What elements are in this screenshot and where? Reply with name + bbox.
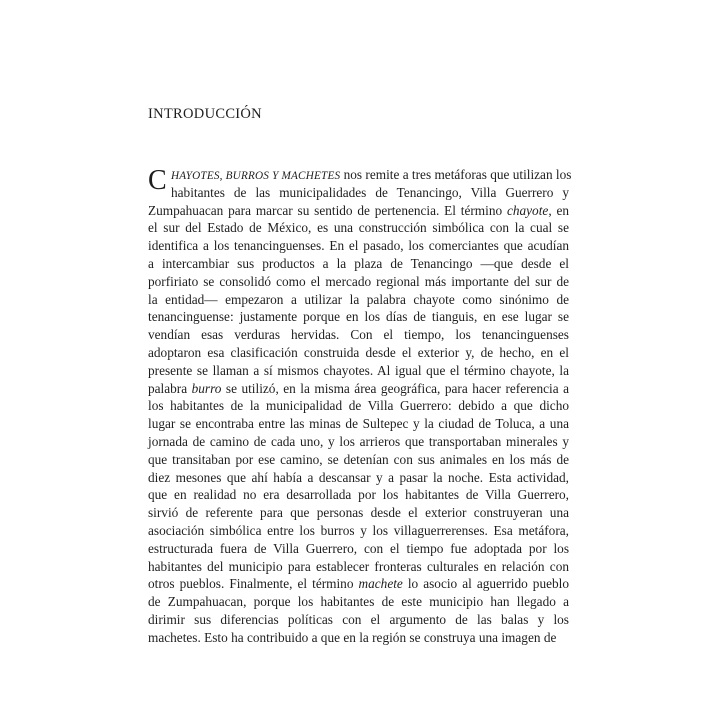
text-line: [148, 184, 569, 202]
smallcaps-title-phrase: HAYOTES, BURROS Y MACHETES: [171, 170, 341, 182]
text-segment: identifica a los tenancinguenses. En el pasado, los comerciantes que acudían: [148, 238, 569, 254]
dropcap-letter: C: [148, 165, 167, 196]
intro-paragraph: [148, 165, 572, 647]
text-line: [148, 558, 569, 576]
text-line: [148, 237, 569, 255]
text-line: [148, 486, 569, 504]
text-line: [148, 344, 569, 362]
text-segment: nos remite a tres metáforas que utilizan los: [340, 167, 572, 182]
text-segment: de Zumpahuacan, porque los habitantes de este municipio han llegado a: [148, 594, 569, 610]
text-segment: que transitaban por ese camino, se detenían con sus animales en los más de: [148, 451, 569, 467]
text-segment: palabra: [148, 380, 192, 396]
text-segment: tenancinguense: justamente porque en los días de tianguis, en ese lugar se: [148, 309, 569, 325]
text-segment: el sur del Estado de México, es una construcción simbólica con la cual se: [148, 220, 569, 236]
paragraph-lines: [148, 166, 572, 647]
text-segment: otros pueblos. Finalmente, el término: [148, 576, 359, 592]
text-line: [148, 219, 569, 237]
text-segment: se utilizó, en la misma área geográfica, para hacer referencia a: [221, 380, 569, 396]
text-segment: habitantes del municipio para establecer fronteras culturales en relación con: [148, 558, 569, 574]
italic-term: machete: [358, 576, 403, 592]
text-line: [148, 522, 569, 540]
text-segment: diez mesones que ahí había a descansar y a pasar la noche. Esta actividad,: [148, 469, 569, 485]
text-line: [148, 415, 569, 433]
text-segment: estructurada fuera de Villa Guerrero, con el tiempo fue adoptada por los: [148, 540, 569, 556]
text-line: [148, 540, 569, 558]
text-line: [148, 326, 569, 344]
text-segment: los habitantes de la municipalidad de Villa Guerrero: debido a que dicho: [148, 398, 569, 414]
text-segment: la entidad— empezaron a utilizar la palabra chayote como sinónimo de: [148, 291, 569, 307]
text-segment: Zumpahuacan para marcar su sentido de pertenencia. El término: [148, 202, 507, 218]
italic-term: chayote: [506, 202, 549, 218]
text-line: [148, 451, 569, 469]
text-segment: adoptaron esa clasificación construida desde el exterior y, de hecho, en el: [148, 344, 569, 360]
text-segment: porfiriato se consolidó como el mercado regional más importante del sur de: [148, 273, 569, 289]
text-segment: que en realidad no era desarrollada por los habitantes de Villa Guerrero,: [148, 487, 569, 503]
text-line: [148, 433, 569, 451]
text-line: [148, 202, 569, 220]
text-segment: machetes. Esto ha contribuido a que en la región se construya una imagen de: [148, 629, 557, 645]
text-segment: a intercambiar sus productos a la plaza de Tenancingo —que desde el: [148, 255, 569, 271]
section-heading: INTRODUCCIÓN: [148, 106, 262, 122]
text-segment: vendían esas verduras hervidas. Con el tiempo, los tenancinguenses: [148, 327, 569, 343]
text-line: [148, 593, 569, 611]
text-line: [148, 469, 569, 487]
italic-term: burro: [191, 380, 222, 396]
text-line: [148, 629, 569, 647]
text-line: [148, 397, 569, 415]
text-line: [148, 380, 569, 398]
text-segment: sirvió de referente para que personas desde el exterior construyeran una: [148, 505, 569, 521]
text-line: [148, 308, 569, 326]
text-segment: habitantes de las municipalidades de Tenancingo, Villa Guerrero y: [171, 184, 569, 200]
text-segment: dirimir sus diferencias políticas con el argumento de las balas y los: [148, 611, 569, 627]
text-line: [148, 504, 569, 522]
text-line: [148, 611, 569, 629]
text-segment: , en: [548, 202, 569, 218]
text-line: [148, 273, 569, 291]
text-segment: lo asocio al aguerrido pueblo: [402, 576, 569, 592]
text-line: [148, 575, 569, 593]
text-segment: jornada de camino de cada uno, y los arrieros que transportaban minerales y: [148, 433, 569, 449]
text-segment: asociación simbólica entre los burros y los villaguerrerenses. Esa metáfora,: [148, 522, 569, 538]
text-line: [148, 255, 569, 273]
text-line: [148, 362, 569, 380]
text-segment: lugar se encontraba entre las minas de Sultepec y la ciudad de Toluca, a una: [148, 416, 569, 432]
text-line: [148, 166, 572, 184]
text-segment: presente se llaman a sí mismos chayotes. Al igual que el término chayote, la: [148, 362, 569, 378]
text-line: [148, 291, 569, 309]
